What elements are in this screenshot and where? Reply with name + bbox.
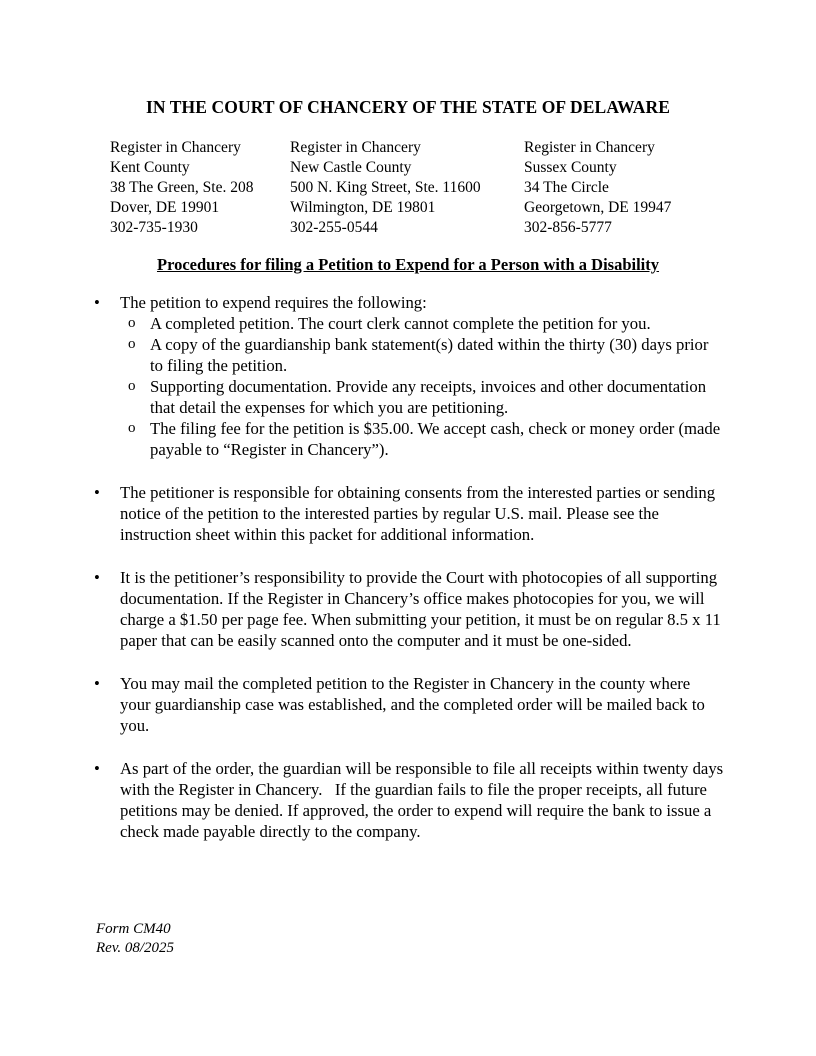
city-state-zip: Dover, DE 19901 bbox=[110, 199, 220, 216]
city-state-zip: Georgetown, DE 19947 bbox=[524, 199, 672, 216]
phone-number: 302-735-1930 bbox=[110, 219, 198, 236]
office-name: Register in Chancery bbox=[524, 139, 655, 156]
procedure-text: It is the petitioner’s responsibility to provide the Court with photocopies of all supporting documentation. If the Register in Chancery’s office makes photocopies for you, we will charge a $1.50 per page fee. When submitting your petition, it must be on regular 8.5 x 11 paper that can be easily scanned onto the computer and it must be one-sided. bbox=[120, 568, 721, 650]
requirements-list bbox=[120, 313, 724, 460]
office-name: Register in Chancery bbox=[110, 139, 241, 156]
sussex-county-office-address bbox=[524, 138, 671, 238]
office-name: Register in Chancery bbox=[290, 139, 421, 156]
street-address: 38 The Green, Ste. 208 bbox=[110, 179, 254, 196]
procedure-text: The petition to expend requires the following: bbox=[120, 293, 427, 312]
procedure-text: You may mail the completed petition to the Register in Chancery in the county where your guardianship case was established, and the completed order will be mailed back to you. bbox=[120, 674, 705, 735]
kent-county-office-address bbox=[110, 138, 254, 238]
street-address: 34 The Circle bbox=[524, 179, 609, 196]
procedure-item-photocopies bbox=[94, 567, 724, 651]
phone-number: 302-255-0544 bbox=[290, 219, 378, 236]
new-castle-county-office-address bbox=[290, 138, 481, 238]
county-name: New Castle County bbox=[290, 159, 412, 176]
requirement-item: o Supporting documentation. Provide any receipts, invoices and other documentation that detail the expenses for which you are petitioning. bbox=[120, 376, 724, 418]
form-revision: Rev. 08/2025 bbox=[96, 940, 175, 956]
procedures-title: Procedures for filing a Petition to Expend for a Person with a Disability bbox=[156, 255, 660, 274]
procedure-text: As part of the order, the guardian will be responsible to file all receipts within twenty days with the Register in Chancery. If the guardian fails to file the proper receipts, all future petitions may be denied. If approved, the order to expend will require the bank to issue a check made payable directly to the company. bbox=[120, 759, 728, 841]
city-state-zip: Wilmington, DE 19801 bbox=[290, 199, 436, 216]
procedure-text: The petitioner is responsible for obtaining consents from the interested parties or sending notice of the petition to the interested parties by regular U.S. mail. Please see the instruction sheet within this packet for additional information. bbox=[120, 483, 716, 544]
county-name: Sussex County bbox=[524, 159, 617, 176]
county-name: Kent County bbox=[110, 159, 190, 176]
procedure-item-mailing bbox=[94, 673, 724, 736]
procedures-list bbox=[94, 292, 728, 864]
court-title: IN THE COURT OF CHANCERY OF THE STATE OF DELAWARE bbox=[145, 97, 671, 117]
phone-number: 302-856-5777 bbox=[524, 219, 612, 236]
requirement-item: o A copy of the guardianship bank statement(s) dated within the thirty (30) days prior to filing the petition. bbox=[120, 334, 724, 376]
street-address: 500 N. King Street, Ste. 11600 bbox=[290, 179, 481, 196]
procedure-item-requirements bbox=[94, 292, 724, 460]
requirement-item: o The filing fee for the petition is $35.00. We accept cash, check or money order (made payable to “Register in Chancery”). bbox=[120, 418, 724, 460]
procedure-item-consents bbox=[94, 482, 724, 545]
procedure-item-receipts bbox=[94, 758, 728, 842]
form-number: Form CM40 bbox=[96, 921, 171, 937]
form-footer bbox=[96, 920, 174, 958]
requirement-item: o A completed petition. The court clerk cannot complete the petition for you. bbox=[120, 313, 724, 334]
